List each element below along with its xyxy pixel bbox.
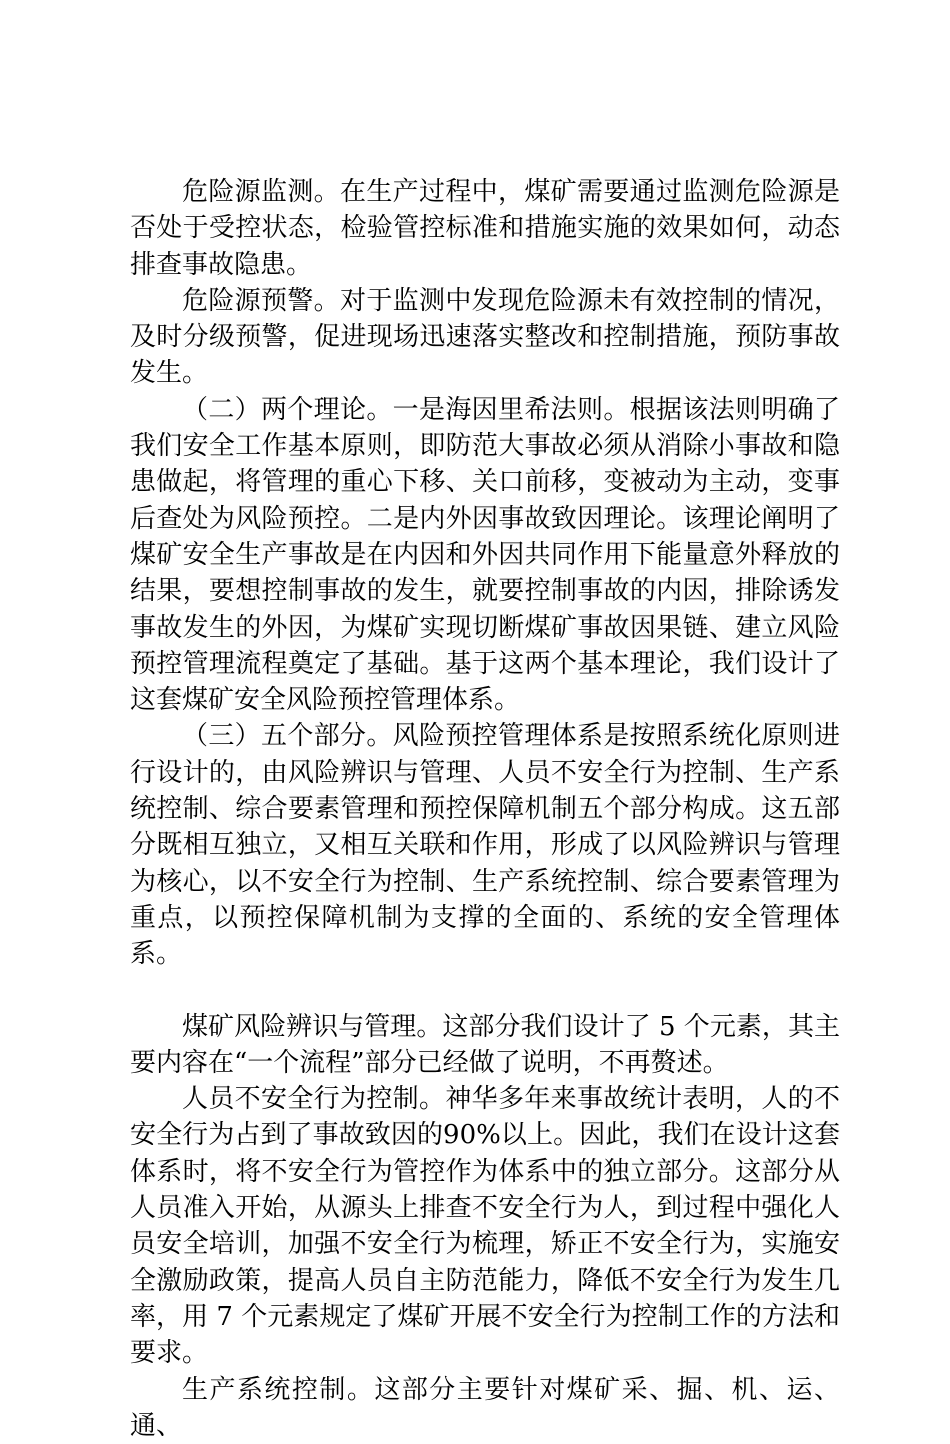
paragraph-production-system: 生产系统控制。这部分主要针对煤矿采、掘、机、运、通、 <box>130 1372 840 1444</box>
document-page <box>130 174 840 1444</box>
paragraph-risk-identification: 煤矿风险辨识与管理。这部分我们设计了 5 个元素，其主要内容在“一个流程”部分已经做了说明，不再赘述。 <box>130 1009 840 1082</box>
paragraph-hazard-warning: 危险源预警。对于监测中发现危险源未有效控制的情况，及时分级预警，促进现场迅速落实整改和控制措施，预防事故发生。 <box>130 283 840 392</box>
paragraph-five-parts: （三）五个部分。风险预控管理体系是按照系统化原则进行设计的，由风险辨识与管理、人员不安全行为控制、生产系统控制、综合要素管理和预控保障机制五个部分构成。这五部分既相互独立，又相互关联和作用，形成了以风险辨识与管理为核心，以不安全行为控制、生产系统控制、综合要素管理为重点，以预控保障机制为支撑的全面的、系统的安全管理体系。 <box>130 718 840 972</box>
paragraph-gap <box>130 973 840 1009</box>
paragraph-hazard-monitoring: 危险源监测。在生产过程中，煤矿需要通过监测危险源是否处于受控状态，检验管控标准和措施实施的效果如何，动态排查事故隐患。 <box>130 174 840 283</box>
paragraph-two-theories: （二）两个理论。一是海因里希法则。根据该法则明确了我们安全工作基本原则，即防范大事故必须从消除小事故和隐患做起，将管理的重心下移、关口前移，变被动为主动，变事后查处为风险预控。二是内外因事故致因理论。该理论阐明了煤矿安全生产事故是在内因和外因共同作用下能量意外释放的结果，要想控制事故的发生，就要控制事故的内因，排除诱发事故发生的外因，为煤矿实现切断煤矿事故因果链、建立风险预控管理流程奠定了基础。基于这两个基本理论，我们设计了这套煤矿安全风险预控管理体系。 <box>130 392 840 719</box>
paragraph-unsafe-behavior: 人员不安全行为控制。神华多年来事故统计表明，人的不安全行为占到了事故致因的90%以上。因此，我们在设计这套体系时，将不安全行为管控作为体系中的独立部分。这部分从人员准入开始，从源头上排查不安全行为人，到过程中强化人员安全培训，加强不安全行为梳理，矫正不安全行为，实施安全激励政策，提高人员自主防范能力，降低不安全行为发生几率，用 7 个元素规定了煤矿开展不安全行为控制工作的方法和要求。 <box>130 1081 840 1371</box>
